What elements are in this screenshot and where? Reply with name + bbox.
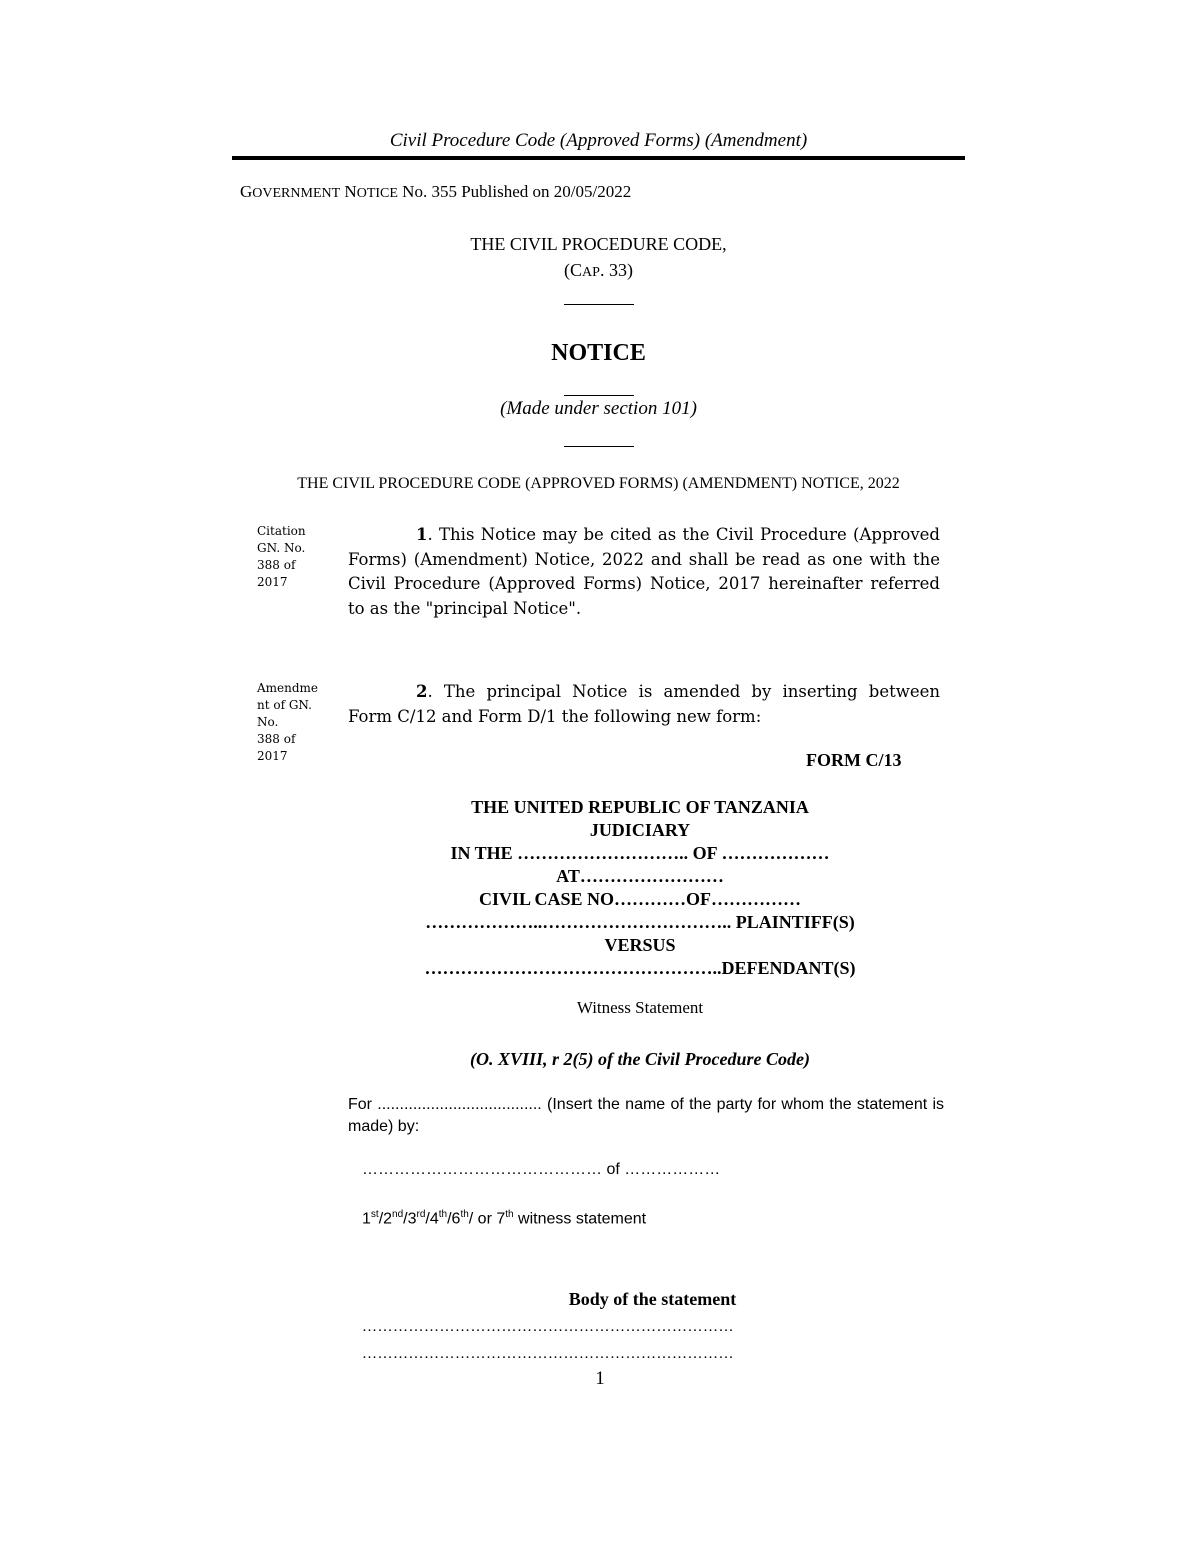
gn-prefix-otice: OTICE <box>356 186 398 201</box>
margin-note-line: No. <box>257 715 279 729</box>
chapter-small: AP <box>582 265 600 280</box>
government-notice-line <box>240 182 631 202</box>
statement-blank-line-1: ……………………………………………………………… <box>362 1319 734 1335</box>
act-chapter <box>232 257 965 286</box>
ordinal-text: 1 <box>362 1210 371 1228</box>
ordinal-text: /4 <box>425 1210 439 1228</box>
ordinal-suffix: rd <box>416 1209 426 1220</box>
divider-rule-1 <box>564 304 634 305</box>
margin-note-line: nt of GN. <box>257 698 312 712</box>
page-number: 1 <box>595 1368 605 1389</box>
ordinal-rest: witness statement <box>513 1210 647 1228</box>
witness-name-line: ……………………………………… of ……………… <box>362 1161 721 1178</box>
ordinal-suffix: th <box>438 1209 448 1220</box>
margin-note-line: GN. No. <box>257 541 306 555</box>
witness-statement-title: Witness Statement <box>576 998 704 1017</box>
margin-note-amendment <box>257 680 319 765</box>
notice-title: THE CIVIL PROCEDURE CODE (APPROVED FORMS) (AMENDMENT) NOTICE, 2022 <box>297 475 900 492</box>
enabling-section: (Made under section 101) <box>500 398 697 419</box>
act-title: THE CIVIL PROCEDURE CODE, <box>470 234 727 254</box>
margin-note-line: Amendme <box>257 681 319 695</box>
margin-note-line: 2017 <box>257 749 288 763</box>
margin-note-line: Citation <box>257 524 306 538</box>
chapter-rest: . 33) <box>599 260 633 280</box>
section-2-text: . The principal Notice is amended by inserting between Form C/12 and Form D/1 the following new form: <box>348 682 940 726</box>
order-reference: (O. XVIII, r 2(5) of the Civil Procedure Code) <box>470 1049 810 1069</box>
body-of-statement-heading: Body of the statement <box>568 1289 737 1309</box>
ordinal-text: /3 <box>403 1210 417 1228</box>
caption-plaintiff: ………………..………………………….. PLAINTIFF(S) <box>425 912 855 932</box>
section-1-number: 1 <box>416 525 428 544</box>
witness-ordinal-line <box>362 1209 646 1228</box>
gn-prefix-n: N <box>340 182 357 201</box>
caption-case-number: CIVIL CASE NO…………OF…………… <box>478 889 802 909</box>
section-1-text: . This Notice may be cited as the Civil Procedure (Approved Forms) (Amendment) Notice, 2022 and shall be read as one with the Civil Procedure (Approved Forms) Notice, 2017 hereinafter referred to as the "principal Notice". <box>348 525 940 618</box>
ordinal-text: /2 <box>378 1210 393 1228</box>
caption-defendant: …………………………………………..DEFENDANT(S) <box>424 958 856 978</box>
section-1-paragraph <box>348 523 940 621</box>
section-2-number: 2 <box>416 682 428 701</box>
statement-blank-line-2: ……………………………………………………………… <box>362 1346 734 1362</box>
caption-republic: THE UNITED REPUBLIC OF TANZANIA <box>471 797 809 817</box>
gn-number-date: No. 355 Published on 20/05/2022 <box>397 182 632 201</box>
chapter-open: (C <box>564 260 583 280</box>
act-title-block <box>232 231 965 286</box>
ordinal-suffix: st <box>370 1209 379 1220</box>
margin-note-line: 388 of <box>257 732 296 746</box>
gn-prefix-overnment: OVERNMENT <box>252 186 341 201</box>
ordinal-suffix: nd <box>392 1209 404 1220</box>
ordinal-text: / or 7 <box>468 1210 506 1228</box>
section-2-paragraph <box>348 680 940 729</box>
divider-rule-3 <box>564 446 634 447</box>
for-party-line: For ..................................... (Insert the name of the party for whom the statement is made) by: <box>348 1096 944 1135</box>
gn-prefix-g: G <box>240 182 253 201</box>
caption-location: AT…………………… <box>556 866 724 886</box>
caption-court: IN THE ……………………….. OF ……………… <box>450 843 830 863</box>
margin-note-line: 388 of <box>257 558 296 572</box>
form-number: FORM C/13 <box>806 750 902 770</box>
margin-note-citation <box>257 523 319 591</box>
margin-note-line: 2017 <box>257 575 288 589</box>
ordinal-suffix: th <box>460 1209 469 1220</box>
caption-versus: VERSUS <box>604 935 676 955</box>
ordinal-text: /6 <box>447 1210 461 1228</box>
divider-rule-2 <box>564 395 634 396</box>
notice-heading: NOTICE <box>551 340 646 366</box>
ordinal-suffix: th <box>505 1209 514 1220</box>
form-caption-block <box>340 796 940 980</box>
header-rule <box>232 156 965 160</box>
caption-judiciary: JUDICIARY <box>589 820 691 840</box>
running-header: Civil Procedure Code (Approved Forms) (Amendment) <box>389 130 808 151</box>
